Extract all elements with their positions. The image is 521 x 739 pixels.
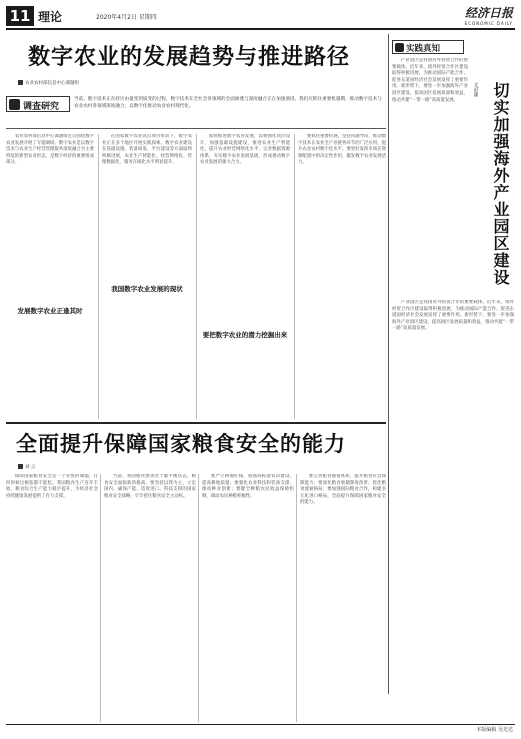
masthead-rule [6, 28, 515, 30]
article-divider [6, 422, 386, 424]
article1-col3-text: 加快推进数字农业发展，需要强化顶层设计，加强基础设施建设，推进农业生产智能化，提升农业经营网络化水平，完善数据资源体系，夯实数字农业发展基础，形成推动数字农业发展的强大合力。 [200, 134, 290, 166]
article2-headline: 全面提升保障国家粮食安全的能力 [16, 432, 346, 456]
article2-column-3 [202, 474, 294, 722]
byline-square-icon [18, 80, 23, 85]
sidebar-column-2 [392, 300, 514, 690]
article2-col2-text: 当前，我国粮食供求处于紧平衡状态，粮食安全面临新的挑战。要坚持以我为主、立足国内、确保产能、适度进口、科技支撑的国家粮食安全战略，牢牢把住粮食安全主动权。 [104, 474, 196, 499]
column-divider [98, 134, 99, 419]
sidebar-column-1 [392, 58, 468, 298]
article1-byline-text: 农业农村部信息中心课题组 [25, 81, 79, 86]
sidebar-tag-text: 实践真知 [406, 44, 441, 54]
paper-logo [465, 4, 513, 26]
article2-column-1 [6, 474, 98, 722]
footer-editor: 本版编辑 吴光达 [476, 727, 513, 733]
column-divider [196, 134, 197, 419]
article1-headline: 数字农业的发展趋势与推进路径 [28, 45, 351, 70]
article2-column-2 [104, 474, 196, 722]
article1-intro: 当前，数字技术正在经历由量变到质变的过程，数字技术在全社会各领域的全面渗透与深度融合正在加速演进。我们应抓住重要机遇期，推动数字技术与农业农村各领域深度融合，以数字化推动农业农村现代化。 [74, 97, 382, 109]
sidebar-tag [392, 40, 464, 54]
issue-date: 2020年4月2日 星期四 [96, 14, 157, 21]
sidebar-divider [388, 34, 389, 694]
article1-col1-text: 农业农村部信息中心课题组近日围绕数字农业发展开展了专题调研。数字农业是以数字技术与农业生产经营管理服务深度融合为主要特征的新型农业形态，是数字经济的重要组成部分。 [6, 134, 94, 166]
column-divider [296, 474, 297, 722]
column-divider [100, 474, 101, 722]
article1-byline [18, 80, 79, 86]
section-tag-icon [395, 43, 404, 52]
page-number: 11 [6, 6, 34, 26]
sidebar-author: 文/赵刚 [473, 82, 478, 98]
masthead [6, 6, 515, 26]
article2-byline [18, 464, 35, 470]
column-divider [198, 474, 199, 722]
sidebar-title: 切实加强海外产业园区建设 [491, 82, 510, 286]
article1-subhead-3: 要把数字农业的潜力挖掘出来 [202, 331, 288, 339]
sidebar-body-text: 产业园区是我国对外投资合作的重要载体。近年来，境外经贸合作区建设取得积极进展，为推动国际产能合作、促进东道国经济社会发展发挥了重要作用。新形势下，要进一步加强海外产业园区建设，提高园区发展质量和效益，推动共建“一带一路”高质量发展。 [392, 58, 468, 103]
column-divider [294, 134, 295, 419]
article1-column-1 [6, 134, 94, 419]
footer-rule [6, 724, 515, 725]
intro-divider [6, 128, 386, 129]
section-tag-icon [9, 99, 20, 110]
article1-column-4 [298, 134, 386, 394]
byline-square-icon [18, 464, 23, 469]
article1-subhead-1: 发展数字农业正逢其时 [17, 307, 83, 315]
article1-col2-text: 在国家数字农业试点项目带动下，数字农业正在多个地区开展实践探索。数字农业建设在基础设施、装备研发、平台建设等方面取得积极进展，农业生产智能化、经营网络化、管理数据化、服务在线化水平明显提升。 [102, 134, 192, 166]
article1-tag-text: 调查研究 [23, 102, 60, 112]
article1-tag [6, 96, 70, 112]
article1-col4-text: 要抓住重要机遇，坚持问题导向，推动数字技术在农业全产业链各环节的广泛应用，提升农业农村数字化水平。要更好发挥市场在资源配置中的决定性作用，激发数字农业发展活力。 [298, 134, 386, 166]
article2-byline-text: 刘 云 [25, 465, 36, 470]
article2-col1-text: 保障国家粮食安全是一个永恒的课题，任何时候这根弦都不能松。我国粮食生产连年丰收，粮食综合生产能力稳步提升，为经济社会持续健康发展提供了有力支撑。 [6, 474, 98, 499]
article1-subhead-2: 我国数字农业发展的现状 [111, 285, 183, 293]
article1-column-3 [200, 134, 290, 419]
article2-col3-text: 要严守耕地红线，加强高标准农田建设，提高耕地质量；要强化农业科技和装备支撑，推动种业创新；要健全种粮农民收益保障机制，调动农民种粮积极性。 [202, 474, 294, 499]
sidebar-body-text-cont: 产业园区是我国对外投资合作的重要载体。近年来，境外经贸合作区建设取得积极进展，为推动国际产能合作、促进东道国经济社会发展发挥了重要作用。新形势下，要进一步加强海外产业园区建设，提高园区发展质量和效益，推动共建“一带一路”高质量发展。 [392, 300, 514, 332]
article2-col4-text: 要完善粮食储备体系，提升粮食应急保障能力；要深化粮食收储制度改革，优化粮食流通格局；要加强国际粮食合作，构建多元化进口格局，全面提升保障国家粮食安全的能力。 [300, 474, 386, 506]
paper-name-en: ECONOMIC DAILY [464, 21, 513, 26]
article1-column-2 [102, 134, 192, 419]
section-name: 理论 [38, 10, 63, 24]
paper-name: 经济日报 [464, 6, 513, 20]
article2-column-4 [300, 474, 386, 722]
